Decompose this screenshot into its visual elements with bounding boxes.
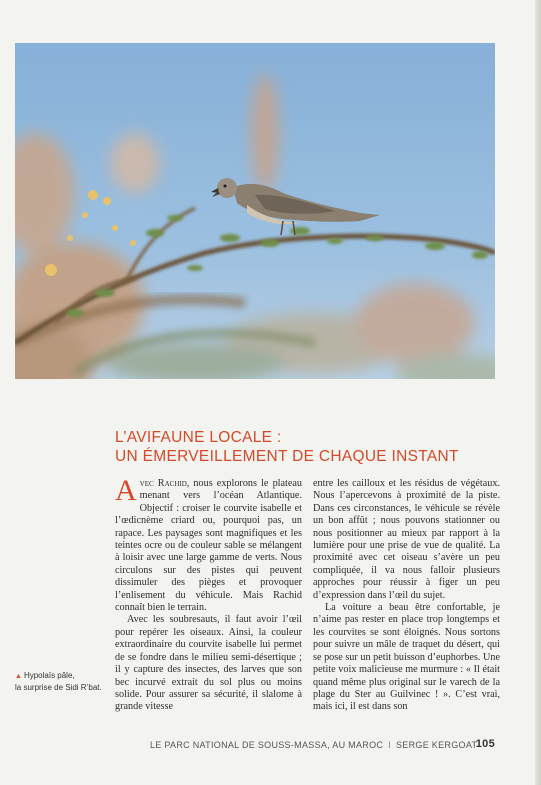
bird-photo	[15, 43, 495, 379]
photo-caption	[15, 670, 115, 693]
footer-author: SERGE KERGOAT	[396, 740, 478, 750]
heading-line-1: L’AVIFAUNE LOCALE :	[115, 429, 282, 446]
paragraph-1	[115, 474, 302, 614]
bird-photo-illustration	[15, 43, 495, 379]
paragraph-4: La voiture a beau être confortable, je n’aime pas rester en place trop longtemps et les courvites se sont éloignés. Nous sortons pour suivre un mâle de traquet du désert, qui se pose sur un petit buisson d’euphorbes. Une petite voix malicieuse me murmure : « Il était quand même plus original sur le varech de la plage du Ster au Guilvinec ! ». C’est vrai, mais ici, il est dans son	[313, 602, 500, 713]
article-column-left	[115, 474, 302, 714]
heading-line-2: UN ÉMERVEILLEMENT DE CHAQUE INSTANT	[115, 448, 459, 465]
paragraph-1-text: , nous explorons le plateau menant vers l’océan Atlantique. Objectif : croiser le courvite isabelle et l’œdicnème criard ou, pourquoi pas, un rapace. Les paysages sont magnifiques et les teintes ocre ou de couleur sable se mélangent à loisir avec une large gamme de verts. Nous circulons sur des pistes qui peuvent dissimuler des pièges et provoquer l’enlisement du véhicule. Mais Rachid connaît bien le terrain.	[115, 478, 302, 614]
caption-triangle-icon: ▲	[15, 673, 22, 680]
lead-name: vec Rachid	[139, 478, 187, 489]
caption-line-1: Hypolaïs pâle,	[23, 671, 75, 680]
section-heading	[115, 428, 515, 466]
page-footer	[150, 740, 495, 750]
caption-line-2: la surprise de Sidi R’bat.	[15, 683, 102, 692]
paragraph-3: entre les cailloux et les résidus de végétaux. Nous l’apercevons à proximité de la piste. Dans ces circonstances, le véhicule se révèle un bon affût ; nous pouvons stationner ou nous positionner au mieux par rapport à la lumière pour une prise de vue de qualité. La proximité avec cet oiseau s’avère un peu compliquée, il va nous falloir plusieurs approches pour réussir à figer un peu d’expression dans l’œil du sujet.	[313, 478, 500, 601]
footer-separator: I	[388, 740, 391, 750]
article-column-right	[313, 478, 500, 714]
page-edge	[535, 0, 541, 785]
drop-cap: A	[115, 474, 137, 507]
page-number: 105	[475, 738, 495, 750]
paragraph-2: Avec les soubresauts, il faut avoir l’œil pour repérer les oiseaux. Ainsi, la couleur extraordinaire du courvite isabelle lui permet de se fondre dans le milieu semi-désertique ; il y capture des insectes, des larves que son bec incurvé extrait du sol plus ou moins solide. Pour assurer sa sécurité, il slalome à grande vitesse	[115, 614, 302, 713]
footer-title: LE PARC NATIONAL DE SOUSS-MASSA, AU MAROC	[150, 740, 384, 750]
